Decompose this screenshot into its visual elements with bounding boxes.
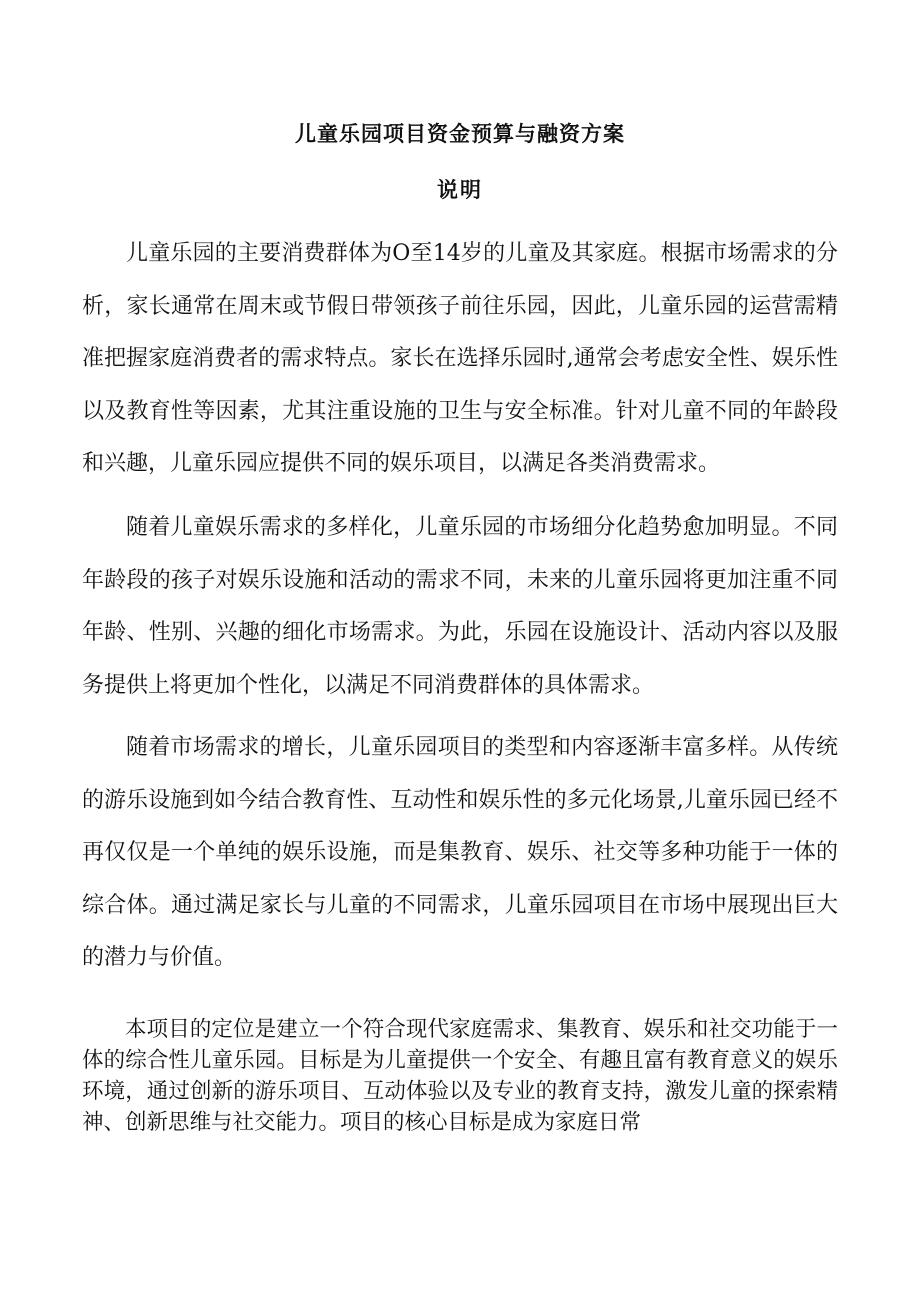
section-heading: 说明	[437, 177, 483, 202]
paragraph-project-diversity: 随着市场需求的增长，儿童乐园项目的类型和内容逐渐丰富多样。从传统的游乐设施到如今结合教育性、互动性和娱乐性的多元化场景,儿童乐园已经不再仅仅是一个单纯的娱乐设施，而是集教育、娱乐、社交等多种功能于一体的综合体。通过满足家长与儿童的不同需求，儿童乐园项目在市场中展现出巨大的潜力与价值。	[82, 735, 838, 970]
paragraph-consumer-groups: 儿童乐园的主要消费群体为O至14岁的儿童及其家庭。根据市场需求的分析，家长通常在周末或节假日带领孩子前往乐园，因此，儿童乐园的运营需精准把握家庭消费者的需求特点。家长在选择乐园时,通常会考虑安全性、娱乐性以及教育性等因素，尤其注重设施的卫生与安全标准。针对儿童不同的年龄段和兴趣，儿童乐园应提供不同的娱乐项目，以满足各类消费需求。	[82, 241, 838, 476]
paragraph-market-segmentation: 随着儿童娱乐需求的多样化，儿童乐园的市场细分化趋势愈加明显。不同年龄段的孩子对娱乐设施和活动的需求不同，未来的儿童乐园将更加注重不同年龄、性别、兴趣的细化市场需求。为此，乐园在设施设计、活动内容以及服务提供上将更加个性化，以满足不同消费群体的具体需求。	[82, 515, 838, 698]
document-title: 儿童乐园项目资金预算与融资方案	[295, 121, 625, 146]
paragraph-project-positioning: 本项目的定位是建立一个符合现代家庭需求、集教育、娱乐和社交功能于一体的综合性儿童乐园。目标是为儿童提供一个安全、有趣且富有教育意义的娱乐环境，通过创新的游乐项目、互动体验以及专业的教育支持，激发儿童的探索精神、创新思维与社交能力。项目的核心目标是成为家庭日常	[82, 1017, 838, 1135]
